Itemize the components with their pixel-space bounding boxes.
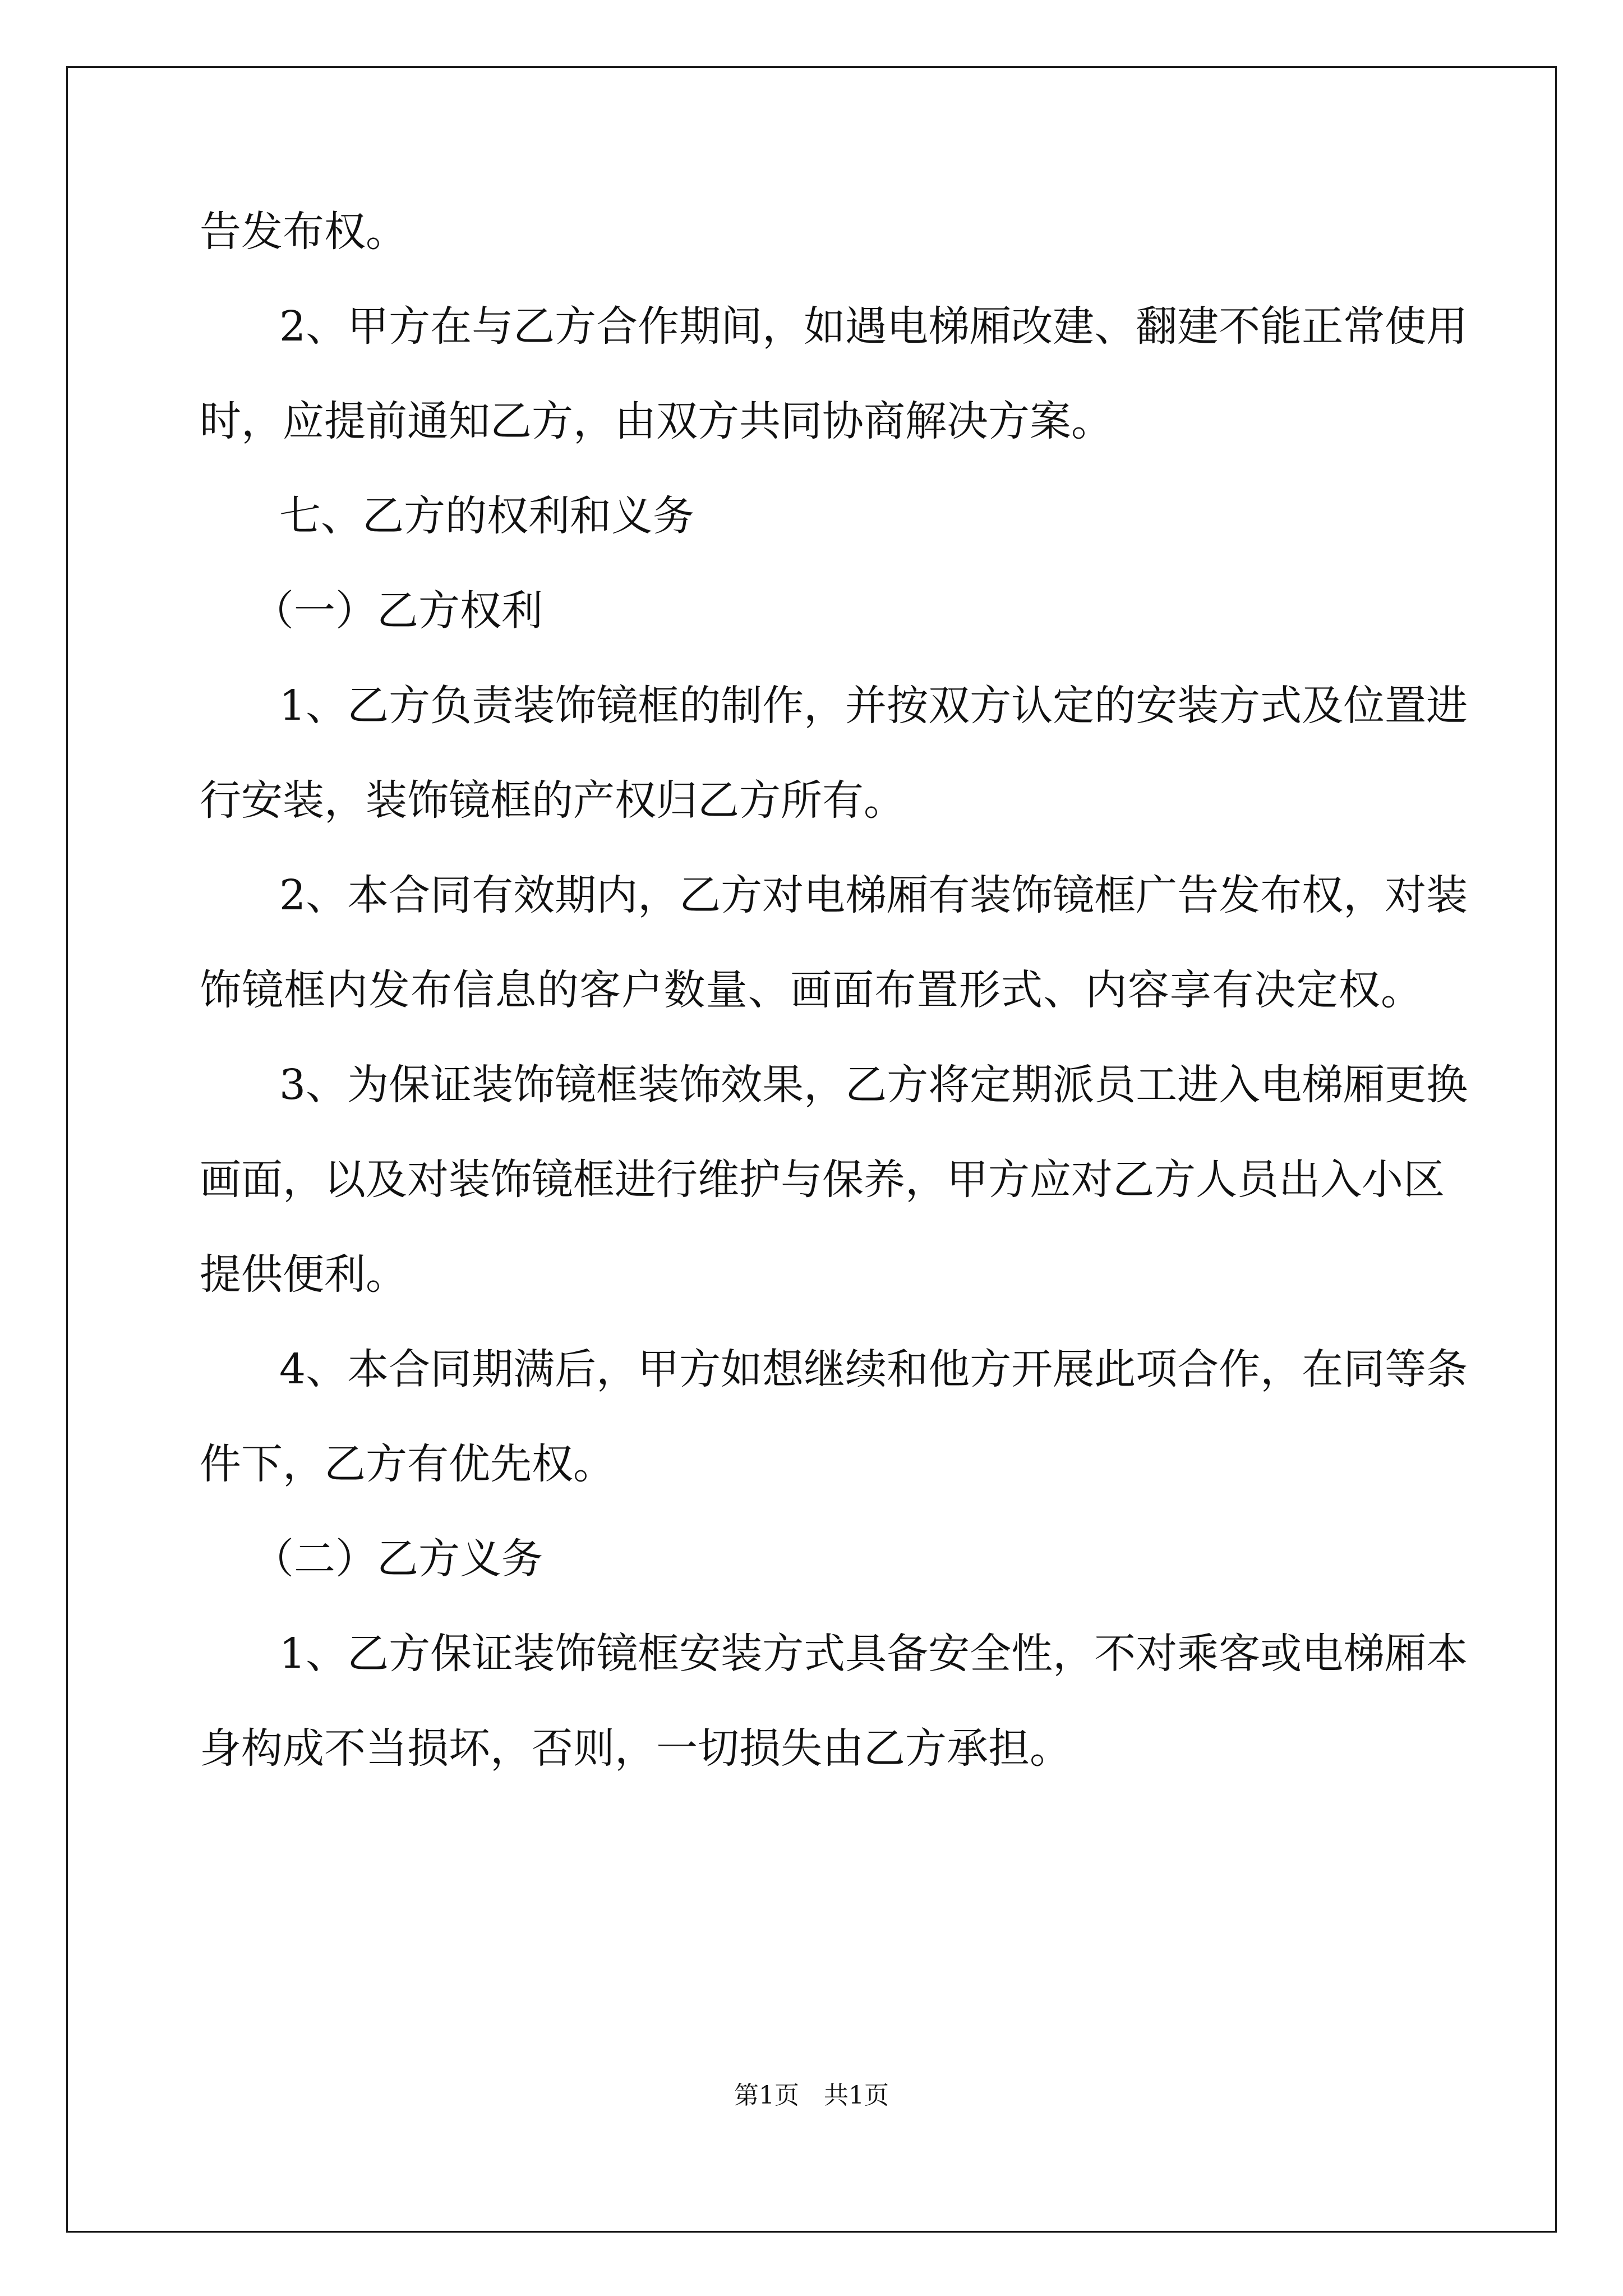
text-line: 1、乙方负责装饰镜框的制作，并按双方认定的安装方式及位置进 [279, 682, 1468, 730]
text-line: 3、为保证装饰镜框装饰效果，乙方将定期派员工进入电梯厢更换 [279, 1061, 1468, 1109]
text-line: 4、本合同期满后，甲方如想继续和他方开展此项合作，在同等条 [279, 1345, 1468, 1393]
text-line: 时，应提前通知乙方，由双方共同协商解决方案。 [200, 397, 1113, 445]
text-line: 身构成不当损坏，否则，一切损失由乙方承担。 [200, 1724, 1071, 1773]
text-line: 告发布权。 [200, 208, 407, 256]
subsection-heading: （二）乙方义务 [252, 1535, 543, 1583]
subsection-heading: （一）乙方权利 [252, 587, 543, 635]
page-border [66, 66, 1557, 2233]
section-heading: 七、乙方的权利和义务 [279, 492, 694, 540]
page-footer: 第1页 共1页 [734, 2081, 889, 2110]
text-line: 件下，乙方有优先权。 [200, 1440, 615, 1488]
text-line: 饰镜框内发布信息的客户数量、画面布置形式、内容享有决定权。 [200, 966, 1422, 1014]
text-line: 2、本合同有效期内，乙方对电梯厢有装饰镜框广告发布权，对装 [279, 871, 1468, 919]
text-line: 1、乙方保证装饰镜框安装方式具备安全性，不对乘客或电梯厢本 [279, 1630, 1468, 1678]
text-line: 2、甲方在与乙方合作期间，如遇电梯厢改建、翻建不能正常使用 [279, 302, 1468, 351]
text-line: 提供便利。 [200, 1250, 407, 1299]
text-line: 行安装，装饰镜框的产权归乙方所有。 [200, 776, 905, 825]
text-line: 画面，以及对装饰镜框进行维护与保养，甲方应对乙方人员出入小区 [200, 1156, 1445, 1204]
